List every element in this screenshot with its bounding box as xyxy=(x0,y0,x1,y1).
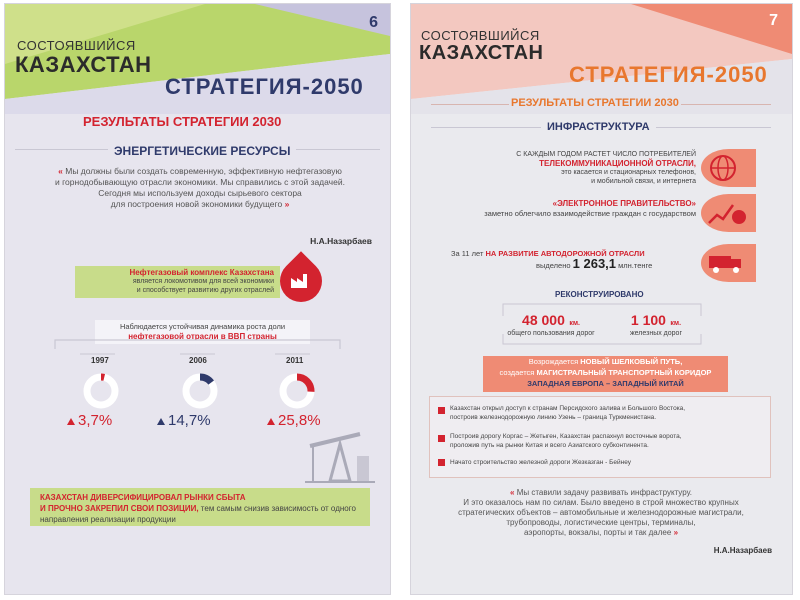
bullet-icon xyxy=(438,407,445,414)
year-1997: 1997 xyxy=(91,356,109,365)
donut-track xyxy=(87,377,115,405)
quote-block: « Мы ставили задачу развивать инфраструктуру. И это оказалось нам по силам. Было введено в строй множество крупных стратегических объектов – автомобильные и железнодорожные магистрали, трубопроводы, логистические центры, терминалы, аэропорты, вокзалы, порты и так далее » xyxy=(458,488,744,537)
growth-1997: 3,7% xyxy=(67,412,112,429)
growth-2011: 25,8% xyxy=(267,412,321,429)
quote-author: Н.А.Назарбаев xyxy=(310,236,372,246)
year-2011: 2011 xyxy=(286,356,304,365)
year-2006: 2006 xyxy=(189,356,207,365)
dynamics-box: Наблюдается устойчивая динамика роста доли нефтегазовой отрасли в ВВП страны xyxy=(95,320,310,344)
page-6 xyxy=(4,3,391,595)
silk-road-box: Возрождается НОВЫЙ ШЕЛКОВЫЙ ПУТЬ, создается МАГИСТРАЛЬНЫЙ ТРАНСПОРТНЫЙ КОРИДОР ЗАПАДНАЯ ЕВРОПА – ЗАПАДНЫЙ КИТАЙ xyxy=(483,356,728,392)
telecom-text: С КАЖДЫМ ГОДОМ РАСТЕТ ЧИСЛО ПОТРЕБИТЕЛЕЙ ТЕЛЕКОММУНИКАЦИОННОЙ ОТРАСЛИ, это касается и стационарных телефонов, и мобильной связи, и интернета xyxy=(516,151,696,185)
page-number: 7 xyxy=(769,12,778,29)
roads-text: За 11 лет НА РАЗВИТИЕ АВТОДОРОЖНОЙ ОТРАСЛИ выделено 1 263,1 млн.тенге xyxy=(451,249,653,271)
oil-pump-icon xyxy=(305,426,375,486)
header-title: КАЗАХСТАН xyxy=(15,52,152,77)
list-item: Построив дорогу Коргас – Жетыген, Казахстан распахнул восточные ворота, проложив путь на рынки Китая и всего Азиатского субконтинента. xyxy=(438,433,682,450)
egov-text: «ЭЛЕКТРОННОЕ ПРАВИТЕЛЬСТВО» заметно облегчило взаимодействие граждан с государством xyxy=(484,199,696,218)
quote-open-mark: « xyxy=(510,488,515,497)
reconstructed-heading: РЕКОНСТРУИРОВАНО xyxy=(555,290,644,299)
header-subtitle: СОСТОЯВШИЙСЯ xyxy=(421,28,540,43)
quote-line: « Мы должны были создать современную, эффективную нефтегазовую xyxy=(58,166,342,176)
quote-open-mark: « xyxy=(58,166,63,176)
rail-projects-list xyxy=(429,396,771,478)
up-arrow-icon xyxy=(67,418,75,425)
bullet-icon xyxy=(438,435,445,442)
growth-2006: 14,7% xyxy=(157,412,211,429)
strategy-title: СТРАТЕГИЯ-2050 xyxy=(165,74,364,99)
quote-close-mark: » xyxy=(673,528,679,537)
strategy-title: СТРАТЕГИЯ-2050 xyxy=(569,62,768,87)
page-number: 6 xyxy=(369,14,378,31)
quote-close-mark: » xyxy=(284,199,290,209)
list-item: Казахстан открыл доступ к странам Персидского залива и Большого Востока, построив железнодорожную линию Узень – граница Туркменистана. xyxy=(438,405,685,422)
diversified-text: КАЗАХСТАН ДИВЕРСИФИЦИРОВАЛ РЫНКИ СБЫТА И ПРОЧНО ЗАКРЕПИЛ СВОИ ПОЗИЦИИ, тем самым снизив зависимость от одного направления реализации продукции xyxy=(40,493,356,524)
oil-box-text: Нефтегазовый комплекс Казахстана является локомотивом для всей экономики и способствует развитию других отраслей xyxy=(129,268,274,294)
results-heading: РЕЗУЛЬТАТЫ СТРАТЕГИИ 2030 xyxy=(511,97,679,109)
header-title: КАЗАХСТАН xyxy=(419,42,544,64)
quote-author: Н.А.Назарбаев xyxy=(713,546,772,555)
quote-line: Сегодня мы используем доходы сырьевого сектора xyxy=(98,188,302,198)
up-arrow-icon xyxy=(157,418,165,425)
up-arrow-icon xyxy=(267,418,275,425)
infrastructure-heading: ИНФРАСТРУКТУРА xyxy=(541,121,656,133)
page-7 xyxy=(410,3,793,595)
header-subtitle: СОСТОЯВШИЙСЯ xyxy=(17,38,136,53)
km-railways: 1 100 км. железных дорог xyxy=(629,312,683,337)
energy-section-heading: ЭНЕРГЕТИЧЕСКИЕ РЕСУРСЫ xyxy=(108,144,296,158)
diversified-box xyxy=(30,488,370,526)
km-public-roads: 48 000 км. общего пользования дорог xyxy=(507,312,595,337)
list-item: Начато строительство железной дороги Жезказган - Бейнеу xyxy=(438,459,631,468)
results-heading: РЕЗУЛЬТАТЫ СТРАТЕГИИ 2030 xyxy=(83,114,282,129)
quote-line: и горнодобывающую отрасли экономики. Мы справились с этой задачей. xyxy=(55,177,345,187)
bullet-icon xyxy=(438,459,445,466)
quote-line: для построения новой экономики будущего » xyxy=(110,199,290,209)
